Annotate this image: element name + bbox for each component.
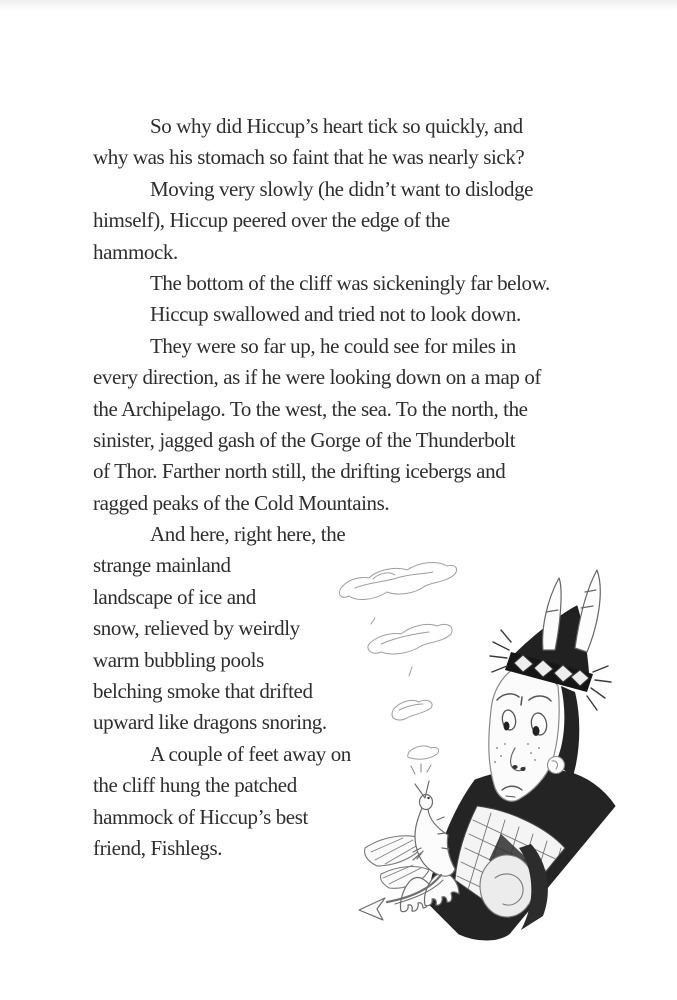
text-line: Hiccup swallowed and tried not to look down. [150,302,521,327]
text-line: belching smoke that drifted [93,679,313,704]
text-line: sinister, jagged gash of the Gorge of the Thunderbolt [93,427,516,452]
text-line: friend, Fishlegs. [93,835,223,860]
smoke-puffs-icon [339,563,456,760]
arrow-tail-tip-icon [359,898,385,920]
text-line: ragged peaks of the Cold Mountains. [93,490,390,515]
text-line: every direction, as if he were looking down on a map of [93,365,542,390]
text-line: upward like dragons snoring. [93,710,327,735]
text-line: They were so far up, he could see for miles in [150,333,516,358]
text-line: the Archipelago. To the west, the sea. To the north, the [93,396,528,421]
text-line: A couple of feet away on [150,741,351,766]
text-line: And here, right here, the [150,522,346,547]
text-line: why was his stomach so faint that he was nearly sick? [93,145,525,170]
text-line: Moving very slowly (he didn’t want to dislodge [150,176,534,201]
text-line: the cliff hung the patched [93,773,297,798]
text-line: himself), Hiccup peered over the edge of the [93,208,450,233]
text-line: The bottom of the cliff was sickeningly far below. [150,270,550,295]
ear-icon [548,757,565,774]
text-line: of Thor. Farther north still, the drifting icebergs and [93,459,506,484]
text-line: warm bubbling pools [93,647,264,672]
text-line: strange mainland [93,553,231,578]
text-line: hammock of Hiccup’s best [93,804,308,829]
pencil-illustration [325,548,665,960]
text-line: snow, relieved by weirdly [93,616,300,641]
bundled-head-shape [480,855,534,917]
text-line: landscape of ice and [93,584,256,609]
text-line: So why did Hiccup’s heart tick so quickly, and [150,114,523,138]
text-line: hammock. [93,239,178,264]
startle-marks-icon [411,764,431,774]
